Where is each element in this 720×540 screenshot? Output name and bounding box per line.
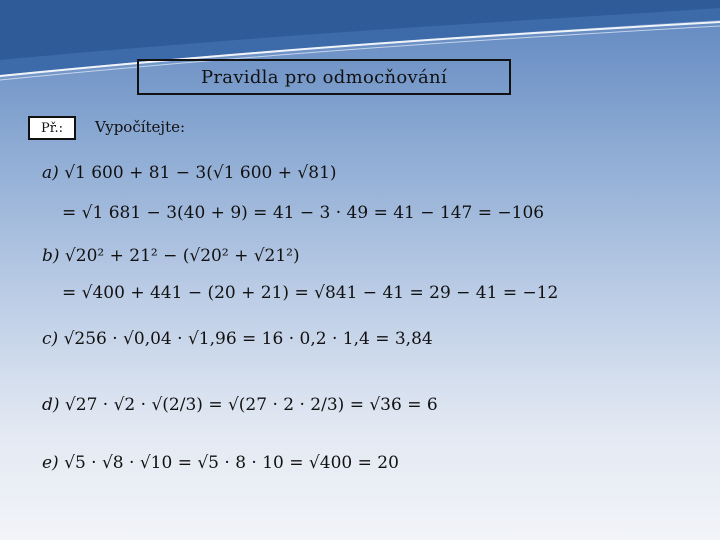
exercise-expression: √1 600 + 81 − 3(√1 600 + √81) [64,163,337,183]
exercise-label: c) [42,329,59,349]
exercise-expression: √27 · √2 · √(2/3) = √(27 · 2 · 2/3) = √36 = 6 [64,395,438,415]
exercise-expression: = √1 681 − 3(40 + 9) = 41 − 3 · 49 = 41 − 147 = −106 [62,203,545,223]
exercise-a-solution [62,203,544,223]
exercise-expression: √256 · √0,04 · √1,96 = 16 · 0,2 · 1,4 = 3,84 [63,329,433,349]
exercise-label: d) [42,395,60,415]
exercise-e [42,453,399,473]
instruction-text: Vypočítejte: [95,118,186,136]
exercise-c [42,329,433,349]
exercise-label: b) [42,246,60,266]
exercise-b-solution [62,283,558,303]
exercise-expression: √5 · √8 · √10 = √5 · 8 · 10 = √400 = 20 [64,453,399,473]
exercise-expression: = √400 + 441 − (20 + 21) = √841 − 41 = 29 − 41 = −12 [62,283,559,303]
example-label: Př.: [28,116,76,140]
slide-title: Pravidla pro odmocňování [137,59,511,95]
exercise-label: e) [42,453,59,473]
exercise-expression: √20² + 21² − (√20² + √21²) [64,246,300,266]
exercise-a [42,163,337,183]
exercise-label: a) [42,163,59,183]
exercise-b [42,246,300,266]
exercise-d [42,395,438,415]
